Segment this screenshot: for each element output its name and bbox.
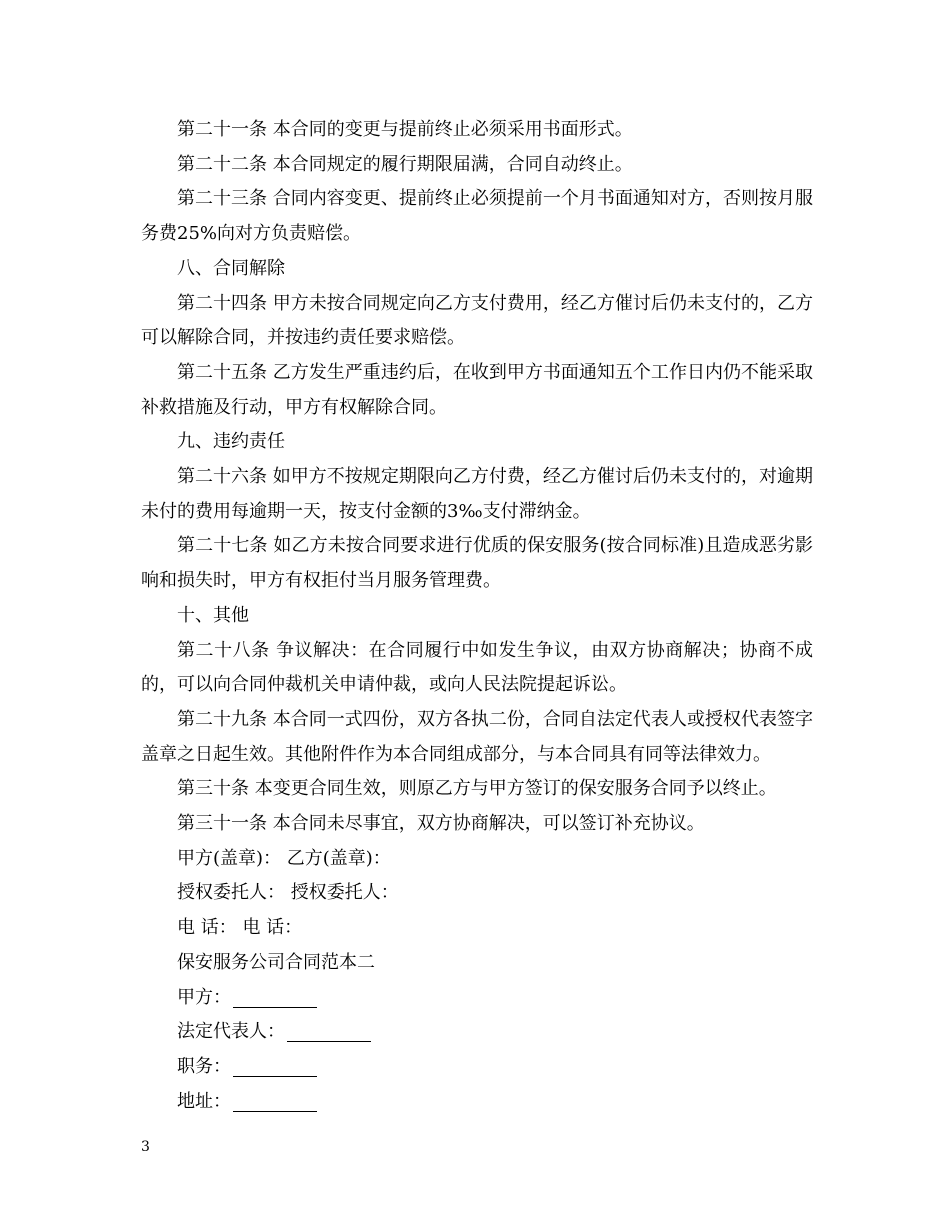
fill-in-legal-rep: [141, 1015, 813, 1050]
section-heading-other: 十、其他: [177, 604, 249, 626]
blank-line: [233, 1093, 317, 1112]
clause-31: 第三十一条 本合同未尽事宜，双方协商解决，可以签订补充协议。: [177, 813, 705, 835]
fill-in-address: [141, 1085, 813, 1120]
clause-23: 第二十三条 合同内容变更、提前终止必须提前一个月书面通知对方，否则按月服务费25%向对方负责赔偿。: [141, 188, 813, 245]
blank-line: [287, 1023, 371, 1042]
fill-in-label: 甲方：: [177, 986, 231, 1008]
fill-in-position: [141, 1050, 813, 1085]
signature-seal-line: 甲方(盖章)： 乙方(盖章)：: [177, 847, 391, 869]
fill-in-label: 法定代表人：: [177, 1021, 285, 1043]
section-heading-termination: 八、合同解除: [177, 257, 285, 279]
clause-21: 第二十一条 本合同的变更与提前终止必须采用书面形式。: [177, 119, 633, 140]
clause-22: 第二十二条 本合同规定的履行期限届满，合同自动终止。: [177, 153, 633, 175]
fill-in-party-a: [141, 981, 813, 1016]
signature-phone-line: 电 话： 电 话：: [177, 917, 303, 939]
clause-29: 第二十九条 本合同一式四份，双方各执二份，合同自法定代表人或授权代表签字盖章之日起生效。其他附件作为本合同组成部分，与本合同具有同等法律效力。: [141, 708, 813, 765]
blank-line: [233, 1058, 317, 1077]
clause-30: 第三十条 本变更合同生效，则原乙方与甲方签订的保安服务合同予以终止。: [177, 778, 777, 800]
clause-24: 第二十四条 甲方未按合同规定向乙方支付费用，经乙方催讨后仍未支付的，乙方可以解除合同，并按违约责任要求赔偿。: [141, 292, 813, 349]
clause-25: 第二十五条 乙方发生严重违约后，在收到甲方书面通知五个工作日内仍不能采取补救措施及行动，甲方有权解除合同。: [141, 361, 813, 418]
clause-26: 第二十六条 如甲方不按规定期限向乙方付费，经乙方催讨后仍未支付的，对逾期未付的费用每逾期一天，按支付金额的3‰支付滞纳金。: [141, 466, 813, 522]
fill-in-label: 地址：: [177, 1090, 231, 1112]
template-title: 保安服务公司合同范本二: [177, 951, 375, 973]
document-body: [141, 113, 813, 1119]
section-heading-liability: 九、违约责任: [177, 431, 285, 453]
clause-27: 第二十七条 如乙方未按合同要求进行优质的保安服务(按合同标准)且造成恶劣影响和损失时，甲方有权拒付当月服务管理费。: [141, 535, 813, 592]
signature-authorized-line: 授权委托人： 授权委托人：: [177, 882, 399, 904]
page-number: 3: [141, 1139, 150, 1155]
clause-28: 第二十八条 争议解决：在合同履行中如发生争议，由双方协商解决；协商不成的，可以向合同仲裁机关申请仲裁，或向人民法院提起诉讼。: [141, 639, 813, 696]
blank-line: [233, 989, 317, 1008]
fill-in-label: 职务：: [177, 1055, 231, 1077]
